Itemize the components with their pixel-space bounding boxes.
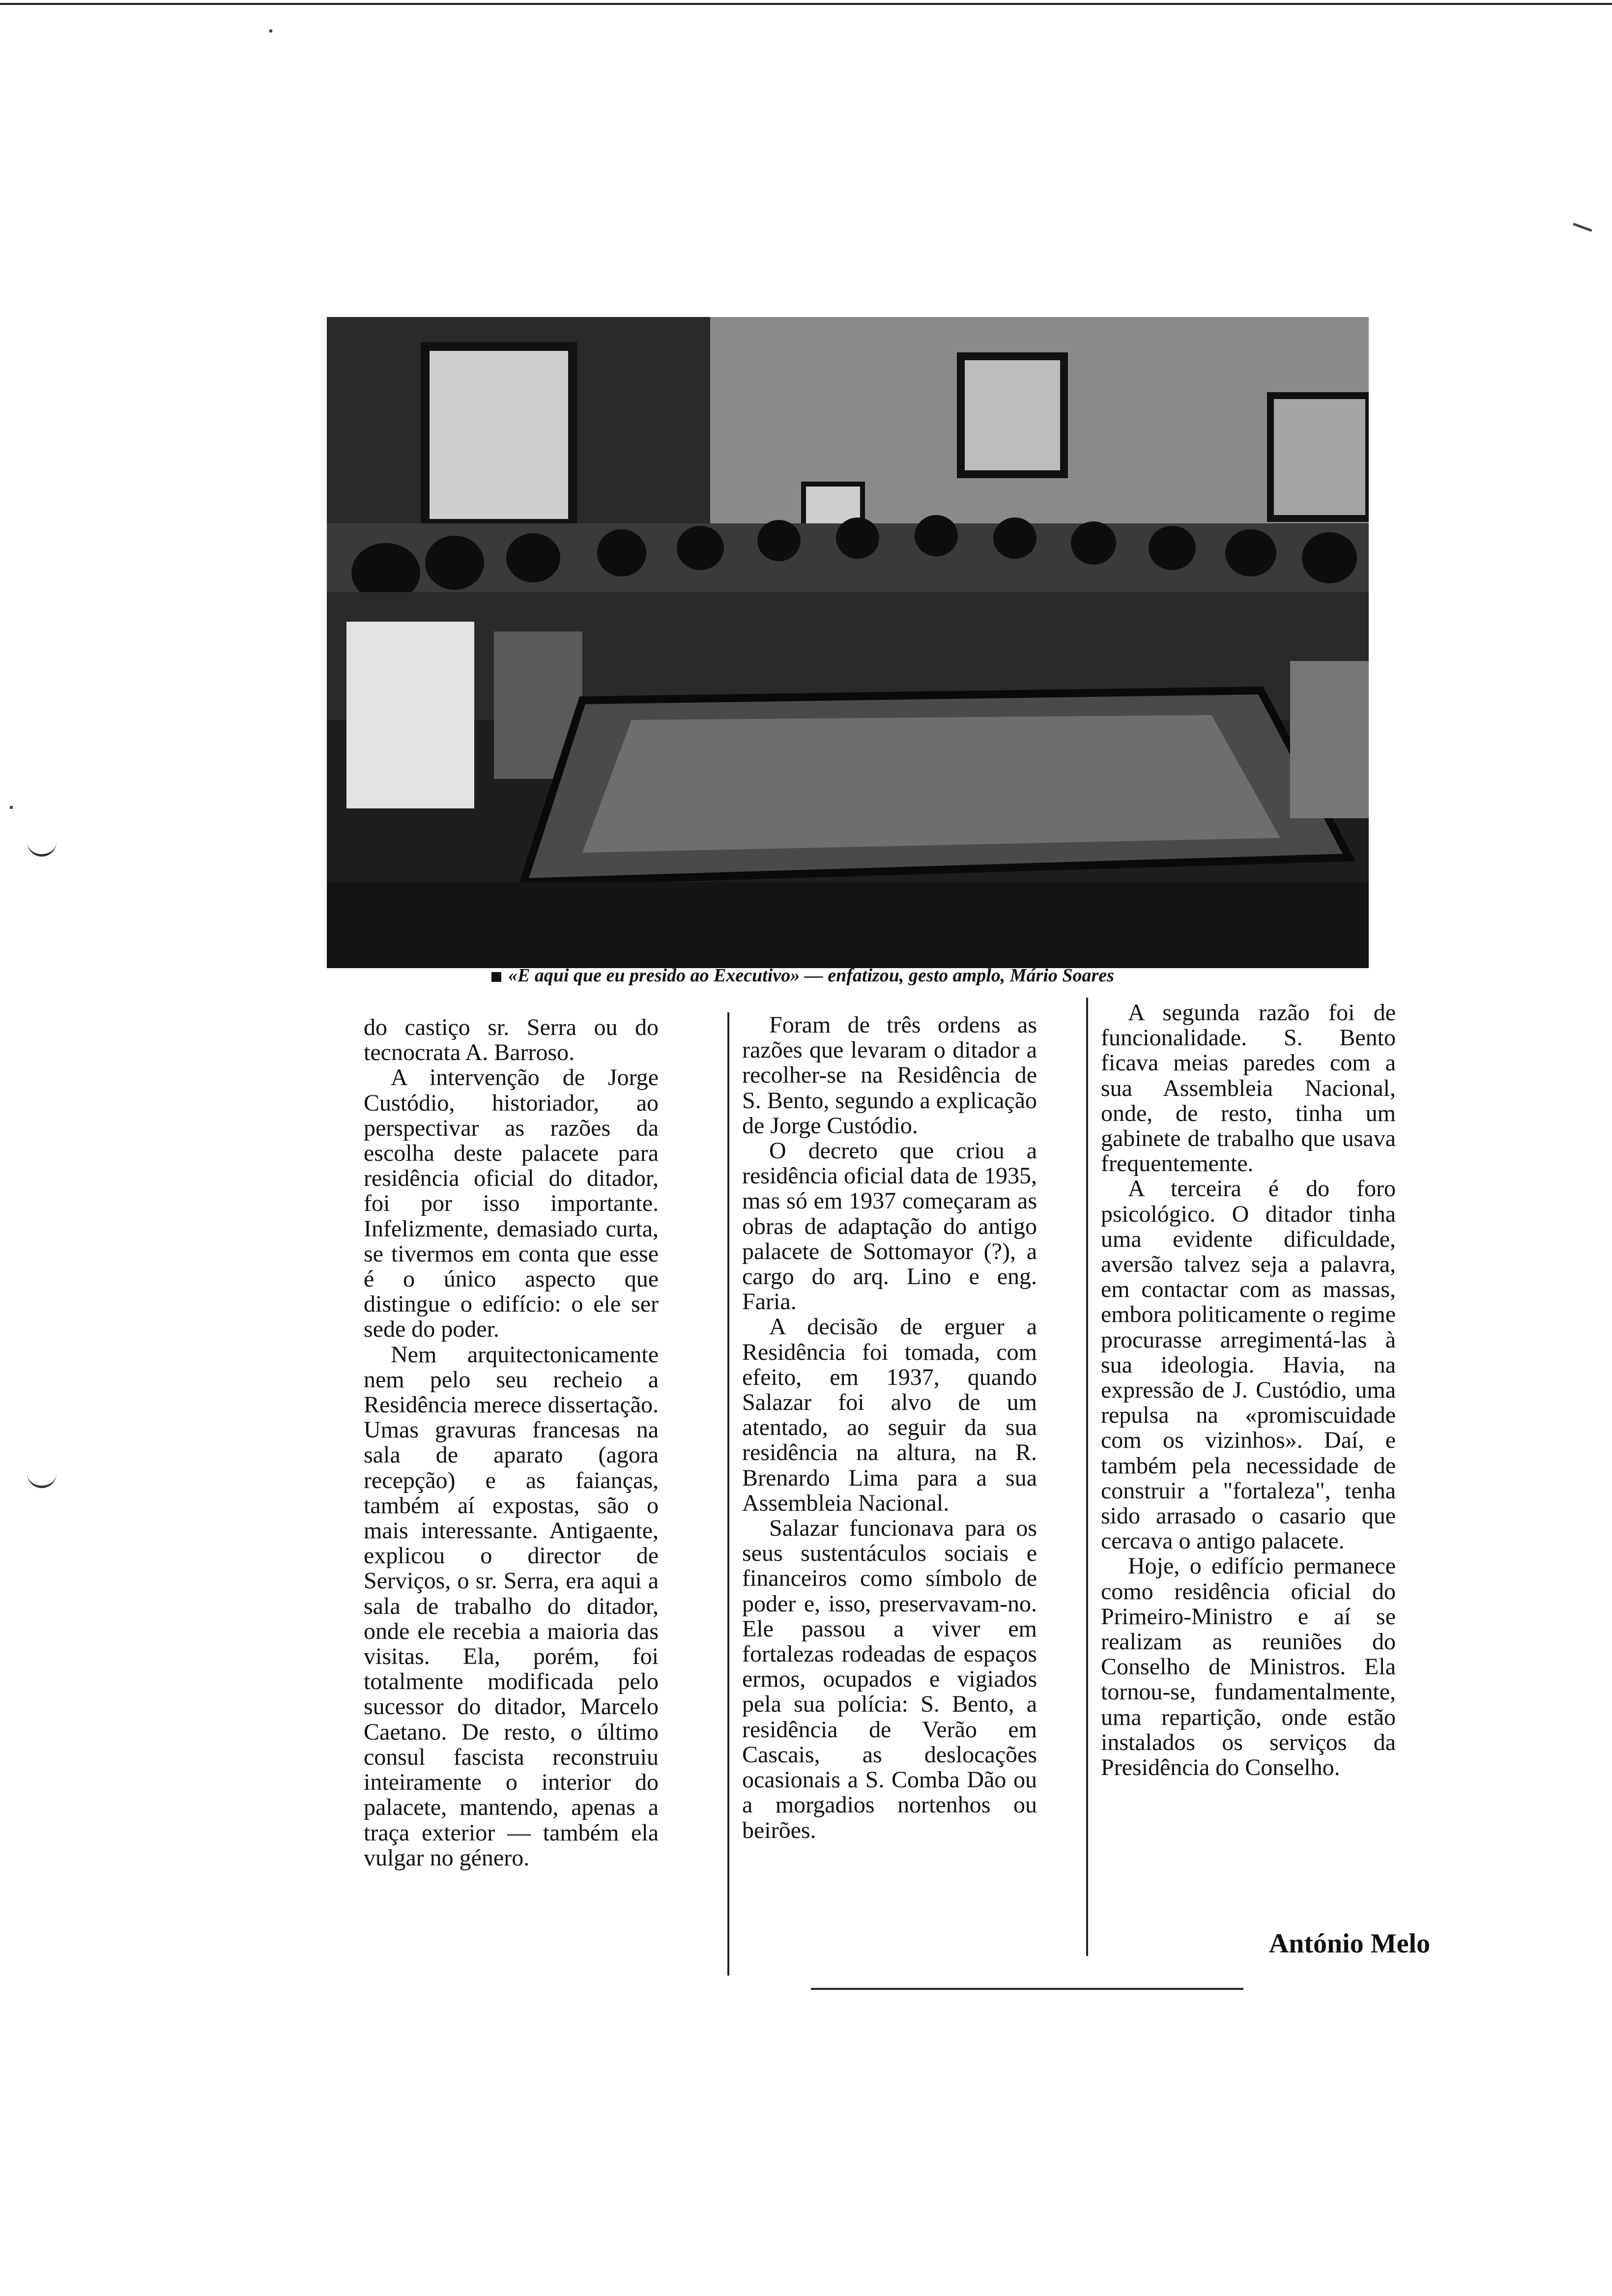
photo-icon [327, 317, 1369, 968]
article-column-2 [742, 1012, 1037, 1843]
article-column-3 [1101, 1000, 1396, 1780]
column-divider [1086, 998, 1088, 1956]
hole-punch-mark [27, 1472, 57, 1488]
paragraph: A terceira é do foro psicológico. O ditador tinha uma evidente dificuldade, aversão talvez seja a palavra, em contactar com as massas, embora politicamente o regime procurasse arregimentá-las à sua ideologia. Havia, na expressão de J. Custódio, uma repulsa na «promiscuidade com os vizinhos». Daí, e também pela necessidade de construir a "fortaleza", tenha sido arrasado o casario que cercava o antigo palacete. [1101, 1176, 1396, 1554]
paragraph: A decisão de erguer a Residência foi tomada, com efeito, em 1937, quando Salazar foi alvo de um atentado, ao seguir da sua residência na altura, na R. Brenardo Lima para a sua Assembleia Nacional. [742, 1314, 1037, 1516]
paragraph: A intervenção de Jorge Custódio, historiador, ao perspectivar as razões da escolha deste palacete para residência oficial do ditador, foi por isso importante. Infelizmente, demasiado curta, se tivermos em conta que esse é o único aspecto que distingue o edifício: o ele ser sede do poder. [364, 1064, 659, 1343]
scan-speck [269, 29, 272, 32]
paragraph: Hoje, o edifício permanece como residência oficial do Primeiro-Ministro e aí se realizam as reuniões do Conselho de Ministros. Ela tornou-se, fundamentalmente, uma repartição, onde estão instalados os serviços da Presidência do Conselho. [1101, 1553, 1396, 1781]
hole-punch-mark [27, 840, 57, 857]
paragraph: Salazar funcionava para os seus sustentáculos sociais e financeiros como símbolo de poder e, isso, preservavam-no. Ele passou a viver em fortalezas rodeadas de espaços ermos, ocupados e vigiados pela sua polícia: S. Bento, a residência de Verão em Cascais, as deslocações ocasionais a S. Comba Dão ou a morgadios nortenhos ou beirões. [742, 1515, 1037, 1843]
paragraph: A segunda razão foi de funcionalidade. S. Bento ficava meias paredes com a sua Assembleia Nacional, onde, de resto, tinha um gabinete de trabalho que usava frequentemente. [1101, 1000, 1396, 1177]
author-signature: António Melo [1268, 1928, 1430, 1959]
photo-caption [491, 963, 1327, 988]
page-top-edge [0, 3, 1612, 5]
paragraph: Nem arquitectonicamente nem pelo seu recheio a Residência merece dissertação. Umas gravuras francesas na sala de aparato (agora recepção) e as faianças, também aí expostas, são o mais interessante. Antigaente, explicou o director de Serviços, o sr. Serra, era aqui a sala de trabalho do ditador, onde ele recebia a maioria das visitas. Ela, porém, foi totalmente modificada pelo sucessor do ditador, Marcelo Caetano. De resto, o último consul fascista reconstruiu inteiramente o interior do palacete, mantendo, apenas a traça exterior — também ela vulgar no género. [364, 1341, 659, 1871]
closing-rule [811, 1988, 1243, 1990]
paragraph: Foram de três ordens as razões que levaram o ditador a recolher-se na Residência de S. Bento, segundo a explicação de Jorge Custódio. [742, 1012, 1037, 1139]
scan-speck [10, 806, 13, 809]
news-photo [327, 317, 1369, 968]
paragraph: do castiço sr. Serra ou do tecnocrata A. Barroso. [364, 1014, 659, 1066]
column-divider [727, 1012, 729, 1976]
article-column-1 [364, 1015, 659, 1870]
scan-speck [1573, 223, 1592, 231]
caption-bullet-icon [491, 972, 501, 982]
paragraph: O decreto que criou a residência oficial data de 1935, mas só em 1937 começaram as obras de adaptação do antigo palacete de Sottomayor (?), a cargo do arq. Lino e eng. Faria. [742, 1138, 1037, 1315]
caption-text: «É aqui que eu presido ao Executivo» — enfatizou, gesto amplo, Mário Soares [508, 965, 1114, 986]
